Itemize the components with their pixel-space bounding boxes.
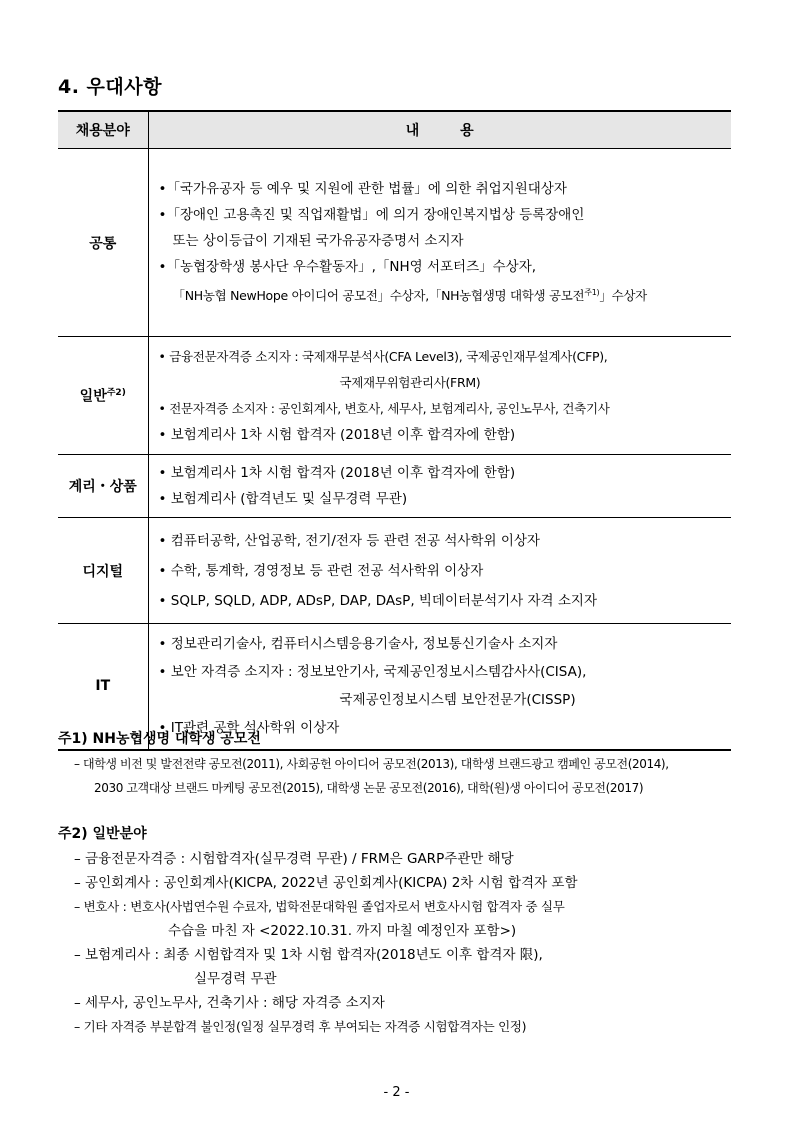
section-title: 4. 우대사항 (58, 76, 162, 98)
content-line: •「국가유공자 등 예우 및 지원에 관한 법률」에 의한 취업지원대상자 (158, 180, 567, 197)
content-line: • 컴퓨터공학, 산업공학, 전기/전자 등 관련 전공 석사학위 이상자 (158, 532, 540, 549)
content-line: 또는 상이등급이 기재된 국가유공자증명서 소지자 (172, 232, 464, 249)
table-row (58, 518, 731, 624)
content-line: • 보험계리사 1차 시험 합격자 (2018년 이후 합격자에 한함) (158, 465, 516, 481)
content-line: • 금융전문자격증 소지자 : 국제재무분석사(CFA Level3), 국제공인재무설계사(CFP), (158, 348, 608, 364)
note2-body (74, 847, 578, 1039)
header-content-label: 내 용 (405, 123, 492, 139)
content-cell (148, 149, 731, 337)
table-row (58, 149, 731, 337)
content-line: • 전문자격증 소지자 : 공인회계사, 변호사, 세무사, 보험계리사, 공인노무사, 건축기사 (158, 400, 610, 416)
content-line: • IT관련 공학 석사학위 이상자 (158, 720, 340, 737)
content-line: •「농협장학생 봉사단 우수활동자」,「NH영 서포터즈」수상자, (158, 258, 537, 275)
header-content (148, 111, 731, 149)
note-line: 실무경력 무관 (194, 971, 277, 987)
category-cell: IT (58, 624, 148, 750)
content-line: • 보안 자격증 소지자 : 정보보안기사, 국제공인정보시스템감사사(CISA), (158, 664, 587, 681)
category-cell: 디지털 (58, 518, 148, 624)
note1-body (74, 752, 669, 800)
content-line: 국제재무위험관리사(FRM) (339, 374, 481, 390)
note-line: 2030 고객대상 브랜드 마케팅 공모전(2015), 대학생 논문 공모전(2016), 대학(원)생 아이디어 공모전(2017) (94, 781, 644, 795)
category-cell: 공통 (58, 149, 148, 337)
content-line: 국제공인정보시스템 보안전문가(CISSP) (339, 692, 576, 709)
note-line: – 공인회계사 : 공인회계사(KICPA, 2022년 공인회계사(KICPA) 2차 시험 합격자 포함 (74, 875, 578, 891)
category-cell: 계리・상품 (58, 455, 148, 518)
note-line: – 금융전문자격증 : 시험합격자(실무경력 무관) / FRM은 GARP주관만 해당 (74, 851, 514, 867)
table-header-row (58, 111, 731, 149)
preference-table (58, 110, 731, 751)
content-line: •「장애인 고용촉진 및 직업재활법」에 의거 장애인복지법상 등록장애인 (158, 206, 585, 223)
content-cell (148, 518, 731, 624)
category-cell: 일반$^{주2)}$ (58, 337, 148, 455)
note-line: – 대학생 비전 및 발전전략 공모전(2011), 사회공헌 아이디어 공모전(2013), 대학생 브랜드광고 캠페인 공모전(2014), (74, 757, 669, 771)
content-cell (148, 455, 731, 518)
content-line: • SQLP, SQLD, ADP, ADsP, DAP, DAsP, 빅데이터분석기사 자격 소지자 (158, 592, 598, 609)
note-line: – 보험계리사 : 최종 시험합격자 및 1차 시험 합격자(2018년도 이후 합격자 限), (74, 947, 543, 963)
table-row (58, 455, 731, 518)
table-row (58, 337, 731, 455)
content-line: • 보험계리사 (합격년도 및 실무경력 무관) (158, 491, 408, 507)
content-line: • 보험계리사 1차 시험 합격자 (2018년 이후 합격자에 한함) (158, 426, 516, 443)
note-line: – 기타 자격증 부분합격 불인정(일정 실무경력 후 부여되는 자격증 시험합격자는 인정) (74, 1019, 527, 1034)
content-line: 「NH농협 NewHope 아이디어 공모전」수상자,「NH농협생명 대학생 공모전$^{주1)}$」수상자 (172, 287, 647, 304)
note1-title: 주1) NH농협생명 대학생 공모전 (58, 731, 261, 747)
content-line: • 수학, 통계학, 경영정보 등 관련 전공 석사학위 이상자 (158, 562, 484, 579)
note-line: – 변호사 : 변호사(사법연수원 수료자, 법학전문대학원 졸업자로서 변호사시험 합격자 중 실무 (74, 899, 565, 914)
page-number: - 2 - (383, 1085, 410, 1100)
content-line: • 정보관리기술사, 컴퓨터시스템응용기술사, 정보통신기술사 소지자 (158, 636, 558, 653)
note-line: – 세무사, 공인노무사, 건축기사 : 해당 자격증 소지자 (74, 995, 385, 1011)
content-cell (148, 337, 731, 455)
note-line: 수습을 마친 자 <2022.10.31. 까지 마칠 예정인자 포함>) (168, 923, 517, 939)
note2-title: 주2) 일반분야 (58, 826, 147, 842)
header-category: 채용분야 (58, 111, 148, 149)
